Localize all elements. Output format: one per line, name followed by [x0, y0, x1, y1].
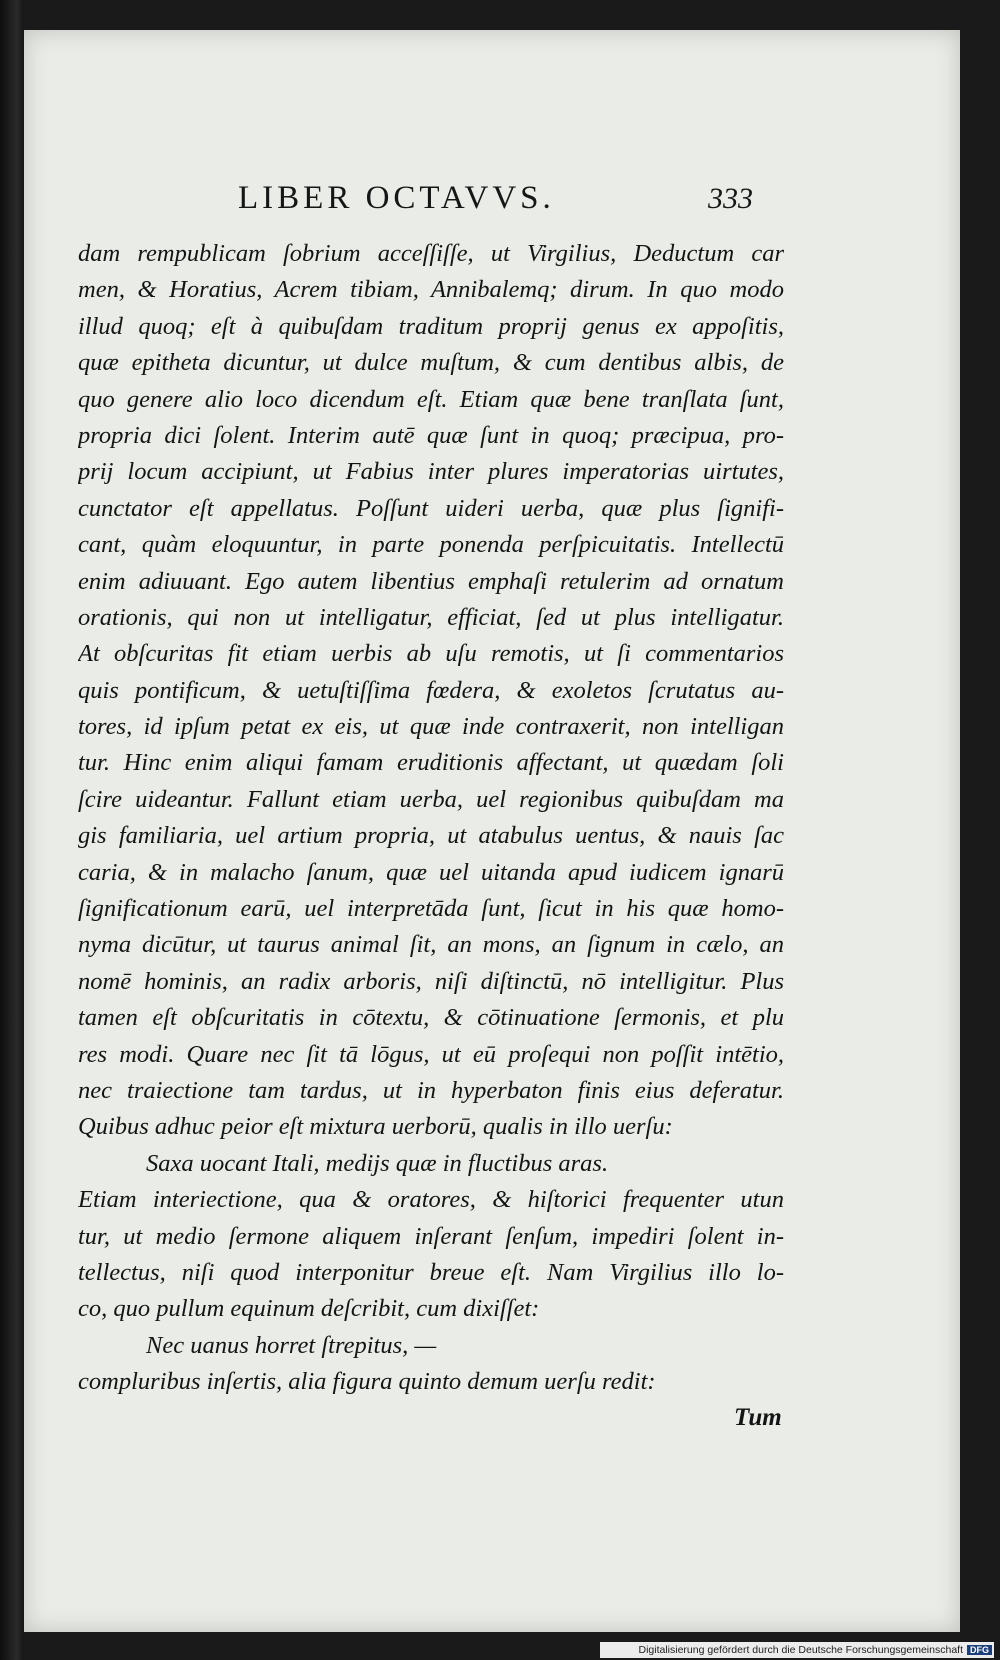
text-line: quæ epitheta dicuntur, ut dulce muſtum, & cum dentibus albis, de [78, 349, 784, 377]
dfg-logo-icon: DFG [967, 1645, 992, 1655]
verse-quotation: Saxa uocant Itali, medijs quæ in fluctibus aras. [146, 1149, 609, 1177]
text-line: caria, & in malacho ſanum, quæ uel uitanda apud iudicem ignarū [78, 858, 784, 886]
text-line: nomē hominis, an radix arboris, niſi diſtinctū, nō intelligitur. Plus [78, 967, 784, 995]
text-line: tur, ut medio ſermone aliquem inſerant ſenſum, impediri ſolent in- [78, 1222, 784, 1250]
text-line: illud quoq; eſt à quibuſdam traditum proprij genus ex appoſitis, [78, 312, 784, 340]
text-line: res modi. Quare nec ſit tā lōgus, ut eū proſequi non poſſit intētio, [78, 1040, 784, 1068]
text-line: men, & Horatius, Acrem tibiam, Annibalemq; dirum. In quo modo [78, 276, 784, 304]
text-line: ſignificationum earū, uel interpretāda ſunt, ſicut in his quæ homo- [78, 895, 784, 923]
text-line: ſcire uideantur. Fallunt etiam uerba, uel regionibus quibuſdam ma [78, 785, 784, 813]
text-block [78, 236, 784, 1401]
verse-quotation: Nec uanus horret ſtrepitus, — [146, 1331, 437, 1359]
text-line: nyma dicūtur, ut taurus animal ſit, an mons, an ſignum in cælo, an [78, 931, 784, 959]
text-line: At obſcuritas fit etiam uerbis ab uſu remotis, ut ſi commentarios [78, 640, 784, 668]
text-line: prij locum accipiunt, ut Fabius inter plures imperatorias uirtutes, [78, 458, 784, 486]
book-page [24, 30, 960, 1632]
text-line: propria dici ſolent. Interim autē quæ ſunt in quoq; præcipua, pro- [78, 421, 784, 449]
text-line: co, quo pullum equinum deſcribit, cum dixiſſet: [78, 1295, 540, 1323]
running-head: LIBER OCTAVVS. [238, 180, 555, 216]
text-line: dam rempublicam ſobrium acceſſiſſe, ut Virgilius, Deductum car [78, 240, 784, 267]
text-line: compluribus inſertis, alia figura quinto demum uerſu redit: [78, 1368, 656, 1396]
text-line: quo genere alio loco dicendum eſt. Etiam quæ bene tranſlata ſunt, [78, 385, 784, 413]
text-line: Etiam interiectione, qua & oratores, & hiſtorici frequenter utun [78, 1186, 784, 1214]
page-number: 333 [708, 182, 753, 215]
text-line: cant, quàm eloquuntur, in parte ponenda perſpicuitatis. Intellectū [78, 531, 784, 559]
text-line: nec traiectione tam tardus, ut in hyperbaton finis eius deferatur. [78, 1076, 784, 1104]
text-line: tores, id ipſum petat ex eis, ut quæ inde contraxerit, non intelligan [78, 713, 784, 741]
text-line: quis pontificum, & uetuſtiſſima fœdera, & exoletos ſcrutatus au- [78, 676, 784, 704]
text-line: orationis, qui non ut intelligatur, efficiat, ſed ut plus intelligatur. [78, 603, 784, 631]
text-line: tellectus, niſi quod interponitur breue eſt. Nam Virgilius illo lo- [78, 1258, 784, 1286]
digitization-credit: Digitalisierung gefördert durch die Deutsche Forschungsgemeinschaft [638, 1644, 963, 1656]
catchword: Tum [734, 1404, 782, 1431]
text-line: tur. Hinc enim aliqui famam eruditionis affectant, ut quædam ſoli [78, 749, 784, 777]
text-line: gis familiaria, uel artium propria, ut atabulus uentus, & nauis ſac [78, 822, 784, 850]
digitization-credit-bar [600, 1642, 994, 1658]
text-line: cunctator eſt appellatus. Poſſunt uideri uerba, quæ plus ſignifi- [78, 494, 784, 522]
text-line: tamen eſt obſcuritatis in cōtextu, & cōtinuatione ſermonis, et plu [78, 1004, 784, 1032]
book-binding-edge [0, 0, 24, 1660]
text-line: Quibus adhuc peior eſt mixtura uerborū, qualis in illo uerſu: [78, 1113, 673, 1141]
text-line: enim adiuuant. Ego autem libentius emphaſi retulerim ad ornatum [78, 567, 784, 595]
